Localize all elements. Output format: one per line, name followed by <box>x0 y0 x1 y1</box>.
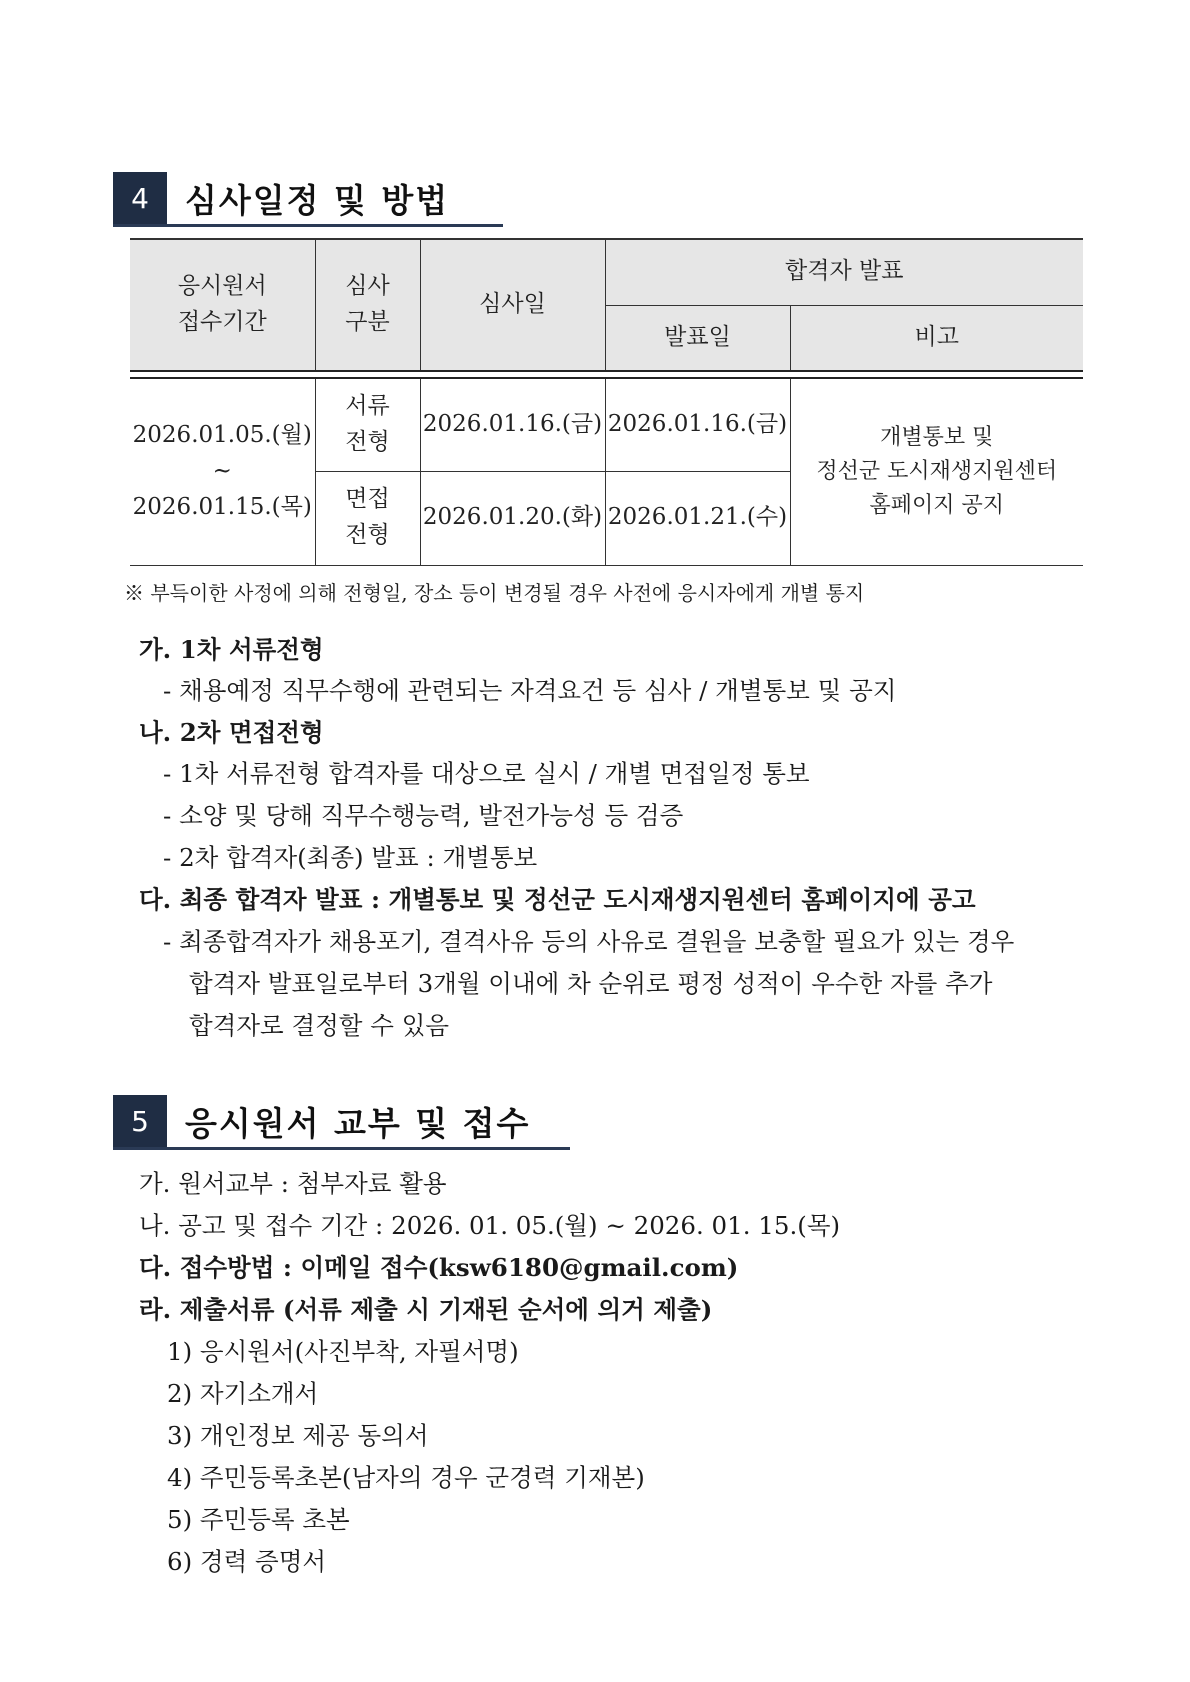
head-type-line1: 심사 <box>345 273 390 300</box>
cell-row1-announce-date: 2026.01.16.(금) <box>605 378 790 471</box>
section-4-title: 심사일정 및 방법 <box>185 180 450 220</box>
cell-row2-announce-date: 2026.01.21.(수) <box>605 471 790 565</box>
sec4-da-item-line1: - 최종합격자가 채용포기, 결격사유 등의 사유로 결원을 보충할 필요가 있는 경우 <box>163 927 1015 956</box>
remarks-line2: 정선군 도시재생지원센터 <box>816 458 1058 484</box>
head-remarks: 비고 <box>790 305 1083 371</box>
sec5-doc-4: 4) 주민등록초본(남자의 경우 군경력 기재본) <box>167 1463 645 1492</box>
section-5-number: 5 <box>113 1095 167 1147</box>
head-period-line2: 접수기간 <box>177 309 267 335</box>
sec4-na-item2: - 소양 및 당해 직무수행능력, 발전가능성 등 검증 <box>163 801 684 830</box>
head-announce: 합격자 발표 <box>605 239 1083 305</box>
sec5-doc-1: 1) 응시원서(사진부착, 자필서명) <box>167 1337 519 1366</box>
remarks-line3: 홈페이지 공지 <box>869 492 1004 518</box>
sec4-da-title: 다. 최종 합격자 발표 : 개별통보 및 정선군 도시재생지원센터 홈페이지에 공고 <box>139 885 976 914</box>
section-5-header <box>113 1095 570 1150</box>
head-period <box>130 239 315 371</box>
sec5-doc-5: 5) 주민등록 초본 <box>167 1505 350 1534</box>
cell-remarks <box>790 378 1083 565</box>
sec5-ra: 라. 제출서류 (서류 제출 시 기재된 순서에 의거 제출) <box>139 1295 713 1324</box>
sec4-na-title: 나. 2차 면접전형 <box>139 718 324 747</box>
sec5-ga: 가. 원서교부 : 첨부자료 활용 <box>139 1169 447 1198</box>
row1-type-line1: 서류 <box>345 393 390 420</box>
period-tilde: ~ <box>212 457 232 484</box>
sec5-doc-2: 2) 자기소개서 <box>167 1379 319 1408</box>
head-type-line2: 구분 <box>345 309 390 335</box>
sec4-na-item3: - 2차 합격자(최종) 발표 : 개별통보 <box>163 843 538 872</box>
row1-type-line2: 전형 <box>345 428 390 455</box>
section-4-number: 4 <box>113 172 167 224</box>
row2-type-line2: 전형 <box>345 522 390 548</box>
sec4-da-item-line2: 합격자 발표일로부터 3개월 이내에 차 순위로 평정 성적이 우수한 자를 추가 <box>189 969 993 998</box>
sec5-na: 나. 공고 및 접수 기간 : 2026. 01. 05.(월) ~ 2026. 01. 15.(목) <box>139 1211 841 1240</box>
sec4-ga-title: 가. 1차 서류전형 <box>139 635 324 664</box>
sec4-da-item-line3: 합격자로 결정할 수 있음 <box>189 1011 450 1040</box>
sec5-da: 다. 접수방법 : 이메일 접수(ksw6180@gmail.com) <box>139 1253 739 1282</box>
cell-row2-type <box>315 471 420 565</box>
period-start: 2026.01.05.(월) <box>132 422 312 449</box>
head-type <box>315 239 420 371</box>
schedule-table <box>130 238 1083 566</box>
sec5-doc-6: 6) 경력 증명서 <box>167 1547 327 1576</box>
row2-type-line1: 면접 <box>345 486 390 513</box>
cell-row2-exam-date: 2026.01.20.(화) <box>420 471 605 565</box>
cell-period <box>130 378 315 565</box>
cell-row1-exam-date: 2026.01.16.(금) <box>420 378 605 471</box>
sec4-ga-item: - 채용예정 직무수행에 관련되는 자격요건 등 심사 / 개별통보 및 공지 <box>163 676 897 705</box>
head-announce-date: 발표일 <box>605 305 790 371</box>
schedule-note: ※ 부득이한 사정에 의해 전형일, 장소 등이 변경될 경우 사전에 응시자에게 개별 통지 <box>124 581 865 605</box>
section-4-header <box>113 172 503 227</box>
head-period-line1: 응시원서 <box>177 273 267 300</box>
cell-row1-type <box>315 378 420 471</box>
remarks-line1: 개별통보 및 <box>880 424 994 450</box>
period-end: 2026.01.15.(목) <box>132 493 312 520</box>
head-exam-date: 심사일 <box>420 239 605 371</box>
section-5-title: 응시원서 교부 및 접수 <box>185 1103 531 1143</box>
sec4-na-item1: - 1차 서류전형 합격자를 대상으로 실시 / 개별 면접일정 통보 <box>163 759 810 788</box>
sec5-doc-3: 3) 개인정보 제공 동의서 <box>167 1421 429 1450</box>
